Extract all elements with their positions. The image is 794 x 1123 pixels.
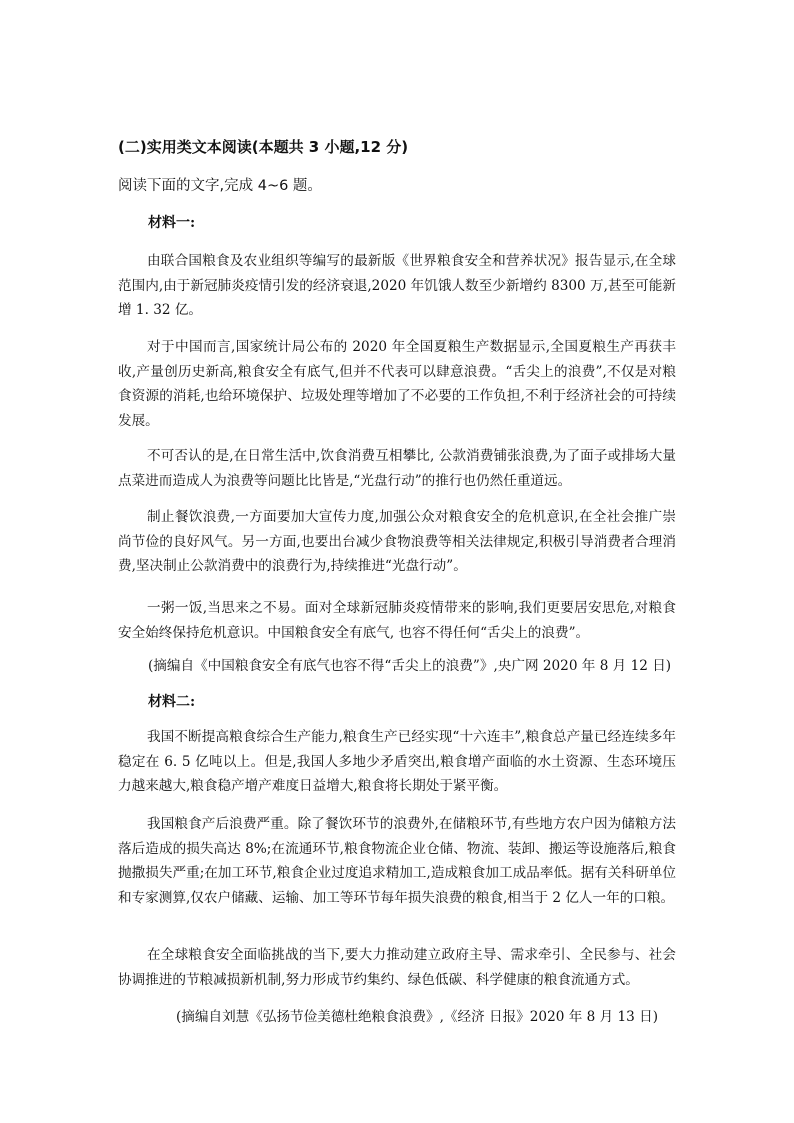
section-title: (二)实用类文本阅读(本题共 3 小题,12 分) (118, 138, 409, 156)
material-two-paragraph-3: 在全球粮食安全面临挑战的当下,要大力推动建立政府主导、需求牵引、全民参与、社会协调推进的节粮减损新机制,努力形成节约集约、绿色低碳、科学健康的粮食流通方式。 (118, 947, 676, 988)
material-two-paragraph-2: 我国粮食产后浪费严重。除了餐饮环节的浪费外,在储粮环节,有些地方农户因为储粮方法落后造成的损失高达 8%;在流通环节,粮食物流企业仓储、物流、装卸、搬运等设施落后,粮食抛撒损失严重;在加工环节,粮食企业过度追求精加工,造成粮食加工成品率低。据有关科研单位和专家测算,仅农户储藏、运输、加工等环节每年损失浪费的粮食,相当于 2 亿人一年的口粮。 (118, 816, 676, 906)
material-one-paragraph-2: 对于中国而言,国家统计局公布的 2020 年全国夏粮生产数据显示,全国夏粮生产再获丰收,产量创历史新高,粮食安全有底气,但并不代表可以肆意浪费。“舌尖上的浪费”,不仅是对粮食资源的消耗,也给环境保护、垃圾处理等增加了不必要的工作负担,不利于经济社会的可持续发展。 (118, 339, 676, 429)
material-one-paragraph-3: 不可否认的是,在日常生活中,饮食消费互相攀比, 公款消费铺张浪费,为了面子或排场大量点菜进而造成人为浪费等问题比比皆是,“光盘行动”的推行也仍然任重道远。 (118, 448, 676, 489)
material-two-heading: 材料二: (148, 694, 196, 710)
material-two-paragraph-1: 我国不断提高粮食综合生产能力,粮食生产已经实现“十六连丰”,粮食总产量已经连续多年稳定在 6. 5 亿吨以上。但是,我国人多地少矛盾突出,粮食增产面临的水土资源、生态环境压力越来越大,粮食稳产增产难度日益增大,粮食将长期处于紧平衡。 (118, 729, 676, 794)
instruction-text: 阅读下面的文字,完成 4~6 题。 (118, 178, 322, 194)
material-one-paragraph-4: 制止餐饮浪费,一方面要加大宣传力度,加强公众对粮食安全的危机意识,在全社会推广崇尚节俭的良好风气。另一方面,也要出台减少食物浪费等相关法律规定,积极引导消费者合理消费,坚决制止公款消费中的浪费行为,持续推进“光盘行动”。 (118, 509, 676, 574)
material-two-source: (摘编自刘慧《弘扬节俭美德杜绝粮食浪费》,《经济 日报》2020 年 8 月 13 日) (176, 1009, 659, 1025)
material-one-paragraph-1: 由联合国粮食及农业组织等编写的最新版《世界粮食安全和营养状况》报告显示,在全球范围内,由于新冠肺炎疫情引发的经济衰退,2020 年饥饿人数至少新增约 8300 万,甚至可能新增 1. 32 亿。 (118, 253, 676, 318)
material-one-paragraph-5: 一粥一饭,当思来之不易。面对全球新冠肺炎疫情带来的影响,我们更要居安思危,对粮食安全始终保持危机意识。中国粮食安全有底气, 也容不得任何“舌尖上的浪费”。 (118, 600, 676, 641)
material-one-source: (摘编自《中国粮食安全有底气也容不得“舌尖上的浪费”》,央广网 2020 年 8 月 12 日) (148, 658, 672, 674)
material-one-heading: 材料一: (148, 215, 196, 231)
